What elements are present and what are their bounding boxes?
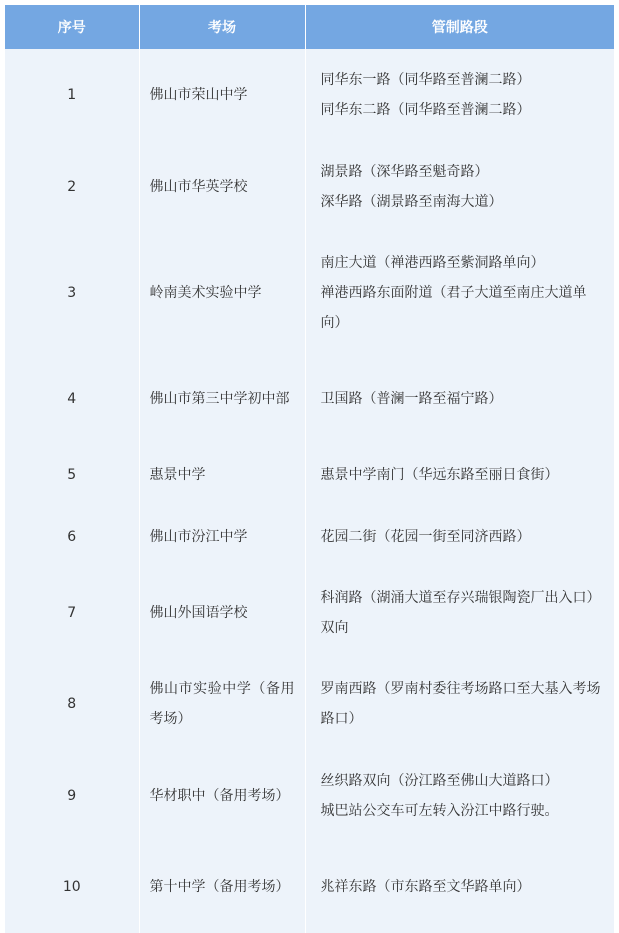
row-venue: 佛山市汾江中学 — [139, 506, 305, 567]
route-line: 城巴站公交车可左转入汾江中路行驶。 — [320, 802, 559, 819]
row-venue: 第十中学（备用考场） — [139, 841, 305, 933]
row-number: 10 — [5, 841, 139, 933]
header-venue: 考场 — [139, 5, 305, 49]
table-row — [5, 750, 614, 841]
route-line: 同华东二路（同华路至普澜二路） — [320, 102, 531, 118]
row-venue: 佛山市荣山中学 — [139, 49, 305, 141]
route-line: 兆祥东路（市东路至文华路单向） — [320, 879, 531, 895]
table-row — [5, 49, 614, 141]
table-header-row — [5, 5, 614, 49]
row-number: 3 — [5, 232, 139, 353]
row-number: 8 — [5, 658, 139, 750]
row-number: 6 — [5, 506, 139, 567]
row-routes — [305, 232, 614, 353]
table-row — [5, 444, 614, 506]
row-routes — [305, 841, 614, 933]
row-routes — [305, 444, 614, 506]
row-number: 9 — [5, 750, 139, 841]
route-line: 罗南西路（罗南村委往考场路口至大基入考场路口） — [320, 681, 601, 727]
row-number: 2 — [5, 141, 139, 232]
row-routes — [305, 567, 614, 658]
table-row — [5, 232, 614, 353]
header-controlled-road: 管制路段 — [305, 5, 614, 49]
route-line: 同华东一路（同华路至普澜二路） — [320, 72, 531, 88]
row-routes — [305, 141, 614, 232]
table-row — [5, 841, 614, 933]
row-number: 7 — [5, 567, 139, 658]
row-number: 4 — [5, 353, 139, 444]
route-line: 丝织路双向（汾江路至佛山大道路口） — [320, 772, 559, 789]
route-line: 卫国路（普澜一路至福宁路） — [320, 390, 503, 407]
row-venue: 佛山市华英学校 — [139, 141, 305, 232]
route-line: 深华路（湖景路至南海大道） — [320, 193, 503, 210]
route-line: 花园二街（花园一街至同济西路） — [320, 528, 531, 545]
route-line: 禅港西路东面附道（君子大道至南庄大道单向） — [320, 284, 587, 331]
route-line: 南庄大道（禅港西路至紫洞路单向） — [320, 254, 545, 271]
row-venue: 华材职中（备用考场） — [139, 750, 305, 841]
row-venue: 佛山市实验中学（备用考场） — [139, 658, 305, 750]
road-control-table — [5, 5, 614, 933]
row-routes — [305, 658, 614, 750]
row-routes — [305, 353, 614, 444]
row-routes — [305, 49, 614, 141]
route-line: 科润路（湖涌大道至存兴瑞银陶瓷厂出入口）双向 — [320, 589, 601, 636]
row-number: 5 — [5, 444, 139, 506]
row-venue: 佛山市第三中学初中部 — [139, 353, 305, 444]
row-venue: 岭南美术实验中学 — [139, 232, 305, 353]
header-number: 序号 — [5, 5, 139, 49]
table-row — [5, 567, 614, 658]
route-line: 湖景路（深华路至魁奇路） — [320, 163, 489, 180]
row-routes — [305, 506, 614, 567]
table-row — [5, 658, 614, 750]
table-row — [5, 353, 614, 444]
route-line: 惠景中学南门（华远东路至丽日食街） — [320, 467, 559, 483]
table-row — [5, 506, 614, 567]
row-venue: 佛山外国语学校 — [139, 567, 305, 658]
table-row — [5, 141, 614, 232]
row-number: 1 — [5, 49, 139, 141]
row-routes — [305, 750, 614, 841]
row-venue: 惠景中学 — [139, 444, 305, 506]
